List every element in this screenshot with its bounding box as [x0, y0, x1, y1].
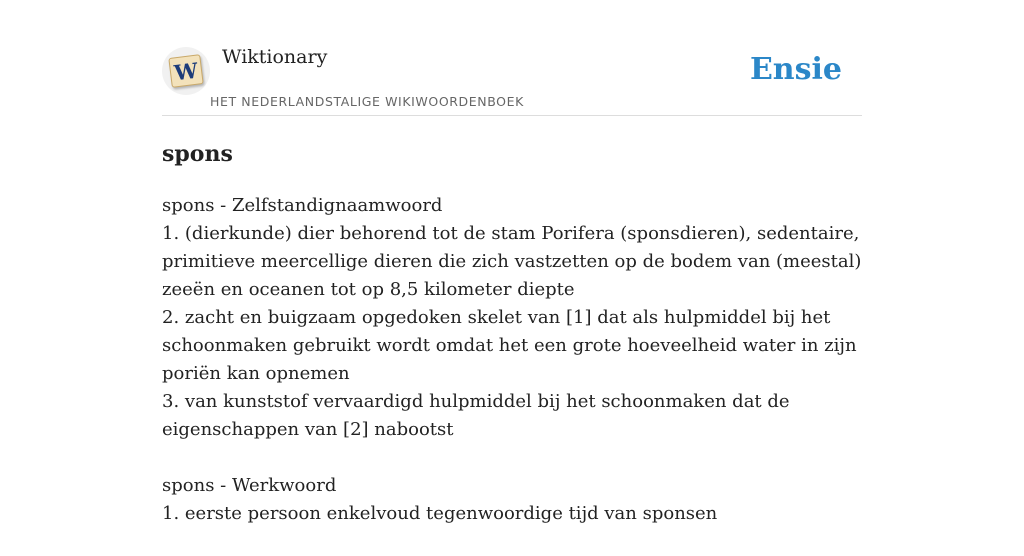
- entry-heading: spons - Werkwoord: [162, 475, 337, 496]
- logo-letter: W: [172, 57, 200, 85]
- entry-verb: [162, 472, 862, 528]
- entry-noun: [162, 192, 862, 444]
- entry-heading: spons - Zelfstandignaamwoord: [162, 195, 443, 216]
- definition-item: 1. (dierkunde) dier behorend tot de stam Porifera (sponsdieren), sedentaire, primitieve meercellige dieren die zich vastzetten op de bodem van (meestal) zeeën en oceanen tot op 8,5 kilometer diepte: [162, 223, 862, 300]
- site-title[interactable]: Wiktionary: [222, 46, 328, 68]
- definition-item: 3. van kunststof vervaardigd hulpmiddel bij het schoonmaken dat de eigenschappen van [2] nabootst: [162, 391, 790, 440]
- logo-tile-icon: [168, 54, 203, 88]
- definition-item: 2. zacht en buigzaam opgedoken skelet van [1] dat als hulpmiddel bij het schoonmaken gebruikt wordt omdat het een grote hoeveelheid water in zijn poriën kan opnemen: [162, 307, 857, 384]
- definition-item: 1. eerste persoon enkelvoud tegenwoordige tijd van sponsen: [162, 503, 718, 524]
- site-subtitle: HET NEDERLANDSTALIGE WIKIWOORDENBOEK: [210, 94, 524, 109]
- page: [162, 0, 862, 524]
- ensie-brand-link[interactable]: Ensie: [749, 52, 842, 87]
- definitions-content: [162, 192, 862, 556]
- wiktionary-logo[interactable]: [162, 47, 210, 95]
- site-header: [162, 0, 862, 116]
- page-title: spons: [162, 141, 233, 167]
